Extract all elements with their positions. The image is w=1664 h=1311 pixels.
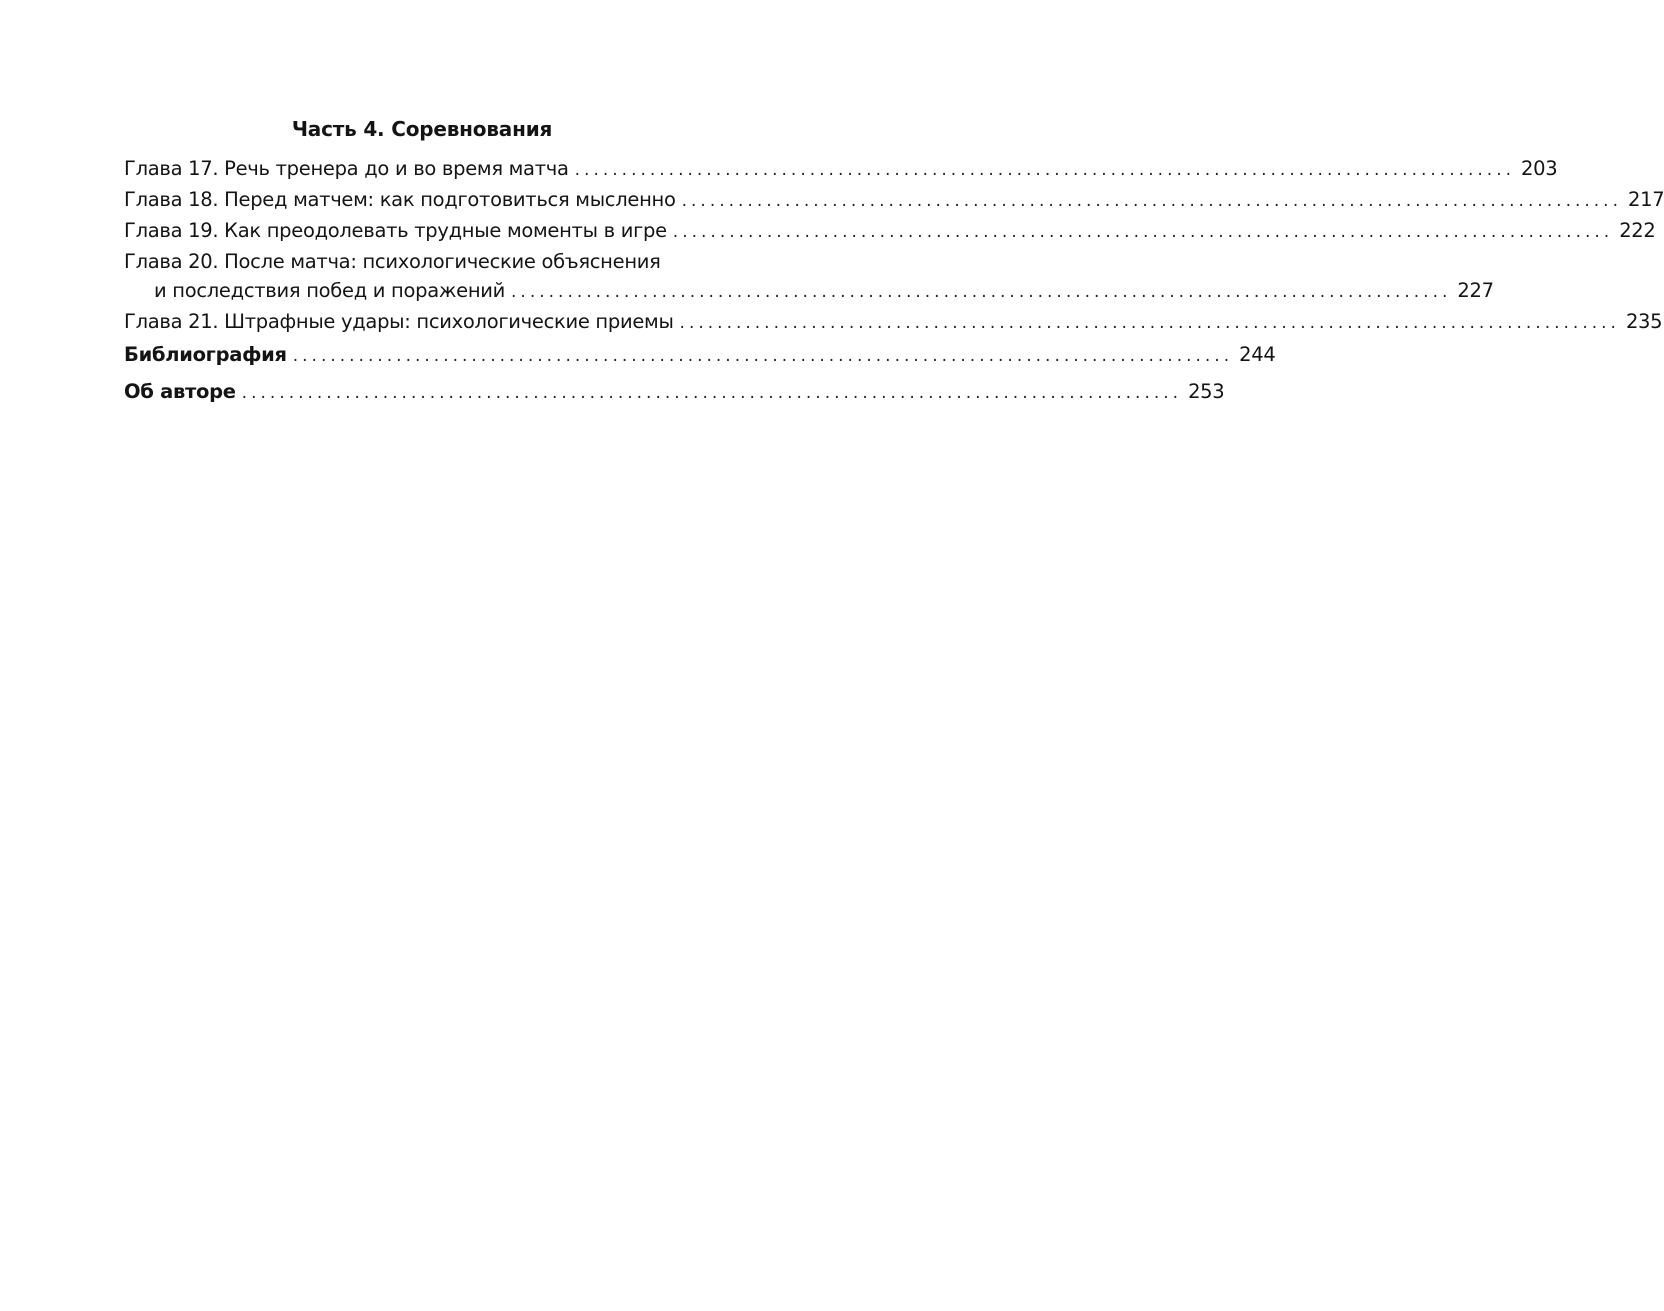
- dot-leader: ....................................................................................................: [511, 282, 1452, 302]
- toc-entry-chapter-20-continued[interactable]: [124, 276, 1494, 307]
- toc-entry-chapter-18[interactable]: [124, 185, 1664, 216]
- toc-entry-page: 203: [1521, 157, 1558, 180]
- toc-entry-page: 217: [1628, 188, 1664, 211]
- chapter-list: [124, 154, 1664, 338]
- back-matter-list: [124, 337, 1276, 411]
- toc-entry-chapter-21[interactable]: [124, 307, 1663, 338]
- part-title: Часть 4. Соревнования: [291, 117, 553, 141]
- dot-leader: ....................................................................................................: [672, 222, 1614, 242]
- toc-entry-title: Глава 19. Как преодолевать трудные моменты в игре: [124, 219, 667, 242]
- dot-leader: ....................................................................................................: [241, 383, 1183, 403]
- toc-entry-chapter-19[interactable]: [124, 216, 1656, 247]
- toc-entry-page: 235: [1625, 310, 1663, 333]
- toc-entry-chapter-20[interactable]: [124, 247, 748, 276]
- toc-entry-page: 222: [1619, 219, 1656, 242]
- toc-entry-title: Библиография: [124, 343, 287, 366]
- toc-entry-title: Глава 17. Речь тренера до и во время матча: [124, 157, 569, 180]
- toc-entry-page: 227: [1457, 279, 1494, 302]
- dot-leader: ....................................................................................................: [574, 160, 1516, 180]
- toc-entry-chapter-17[interactable]: [124, 154, 1558, 185]
- dot-leader: ....................................................................................................: [681, 191, 1622, 211]
- dot-leader: ....................................................................................................: [292, 346, 1234, 366]
- toc-entry-title: Об авторе: [124, 380, 236, 403]
- toc-entry-bibliography[interactable]: [124, 337, 1276, 374]
- toc-entry-title: Глава 20. После матча: психологические объяснения: [124, 250, 661, 273]
- toc-entry-title-continuation: и последствия побед и поражений: [154, 279, 506, 302]
- toc-entry-title: Глава 18. Перед матчем: как подготовиться мысленно: [124, 188, 676, 211]
- toc-entry-page: 253: [1188, 380, 1225, 403]
- toc-entry-page: 244: [1239, 343, 1276, 366]
- dot-leader: ....................................................................................................: [679, 313, 1620, 333]
- toc-entry-title: Глава 21. Штрафные удары: психологические приемы: [124, 310, 674, 333]
- toc-entry-about-author[interactable]: [124, 374, 1225, 411]
